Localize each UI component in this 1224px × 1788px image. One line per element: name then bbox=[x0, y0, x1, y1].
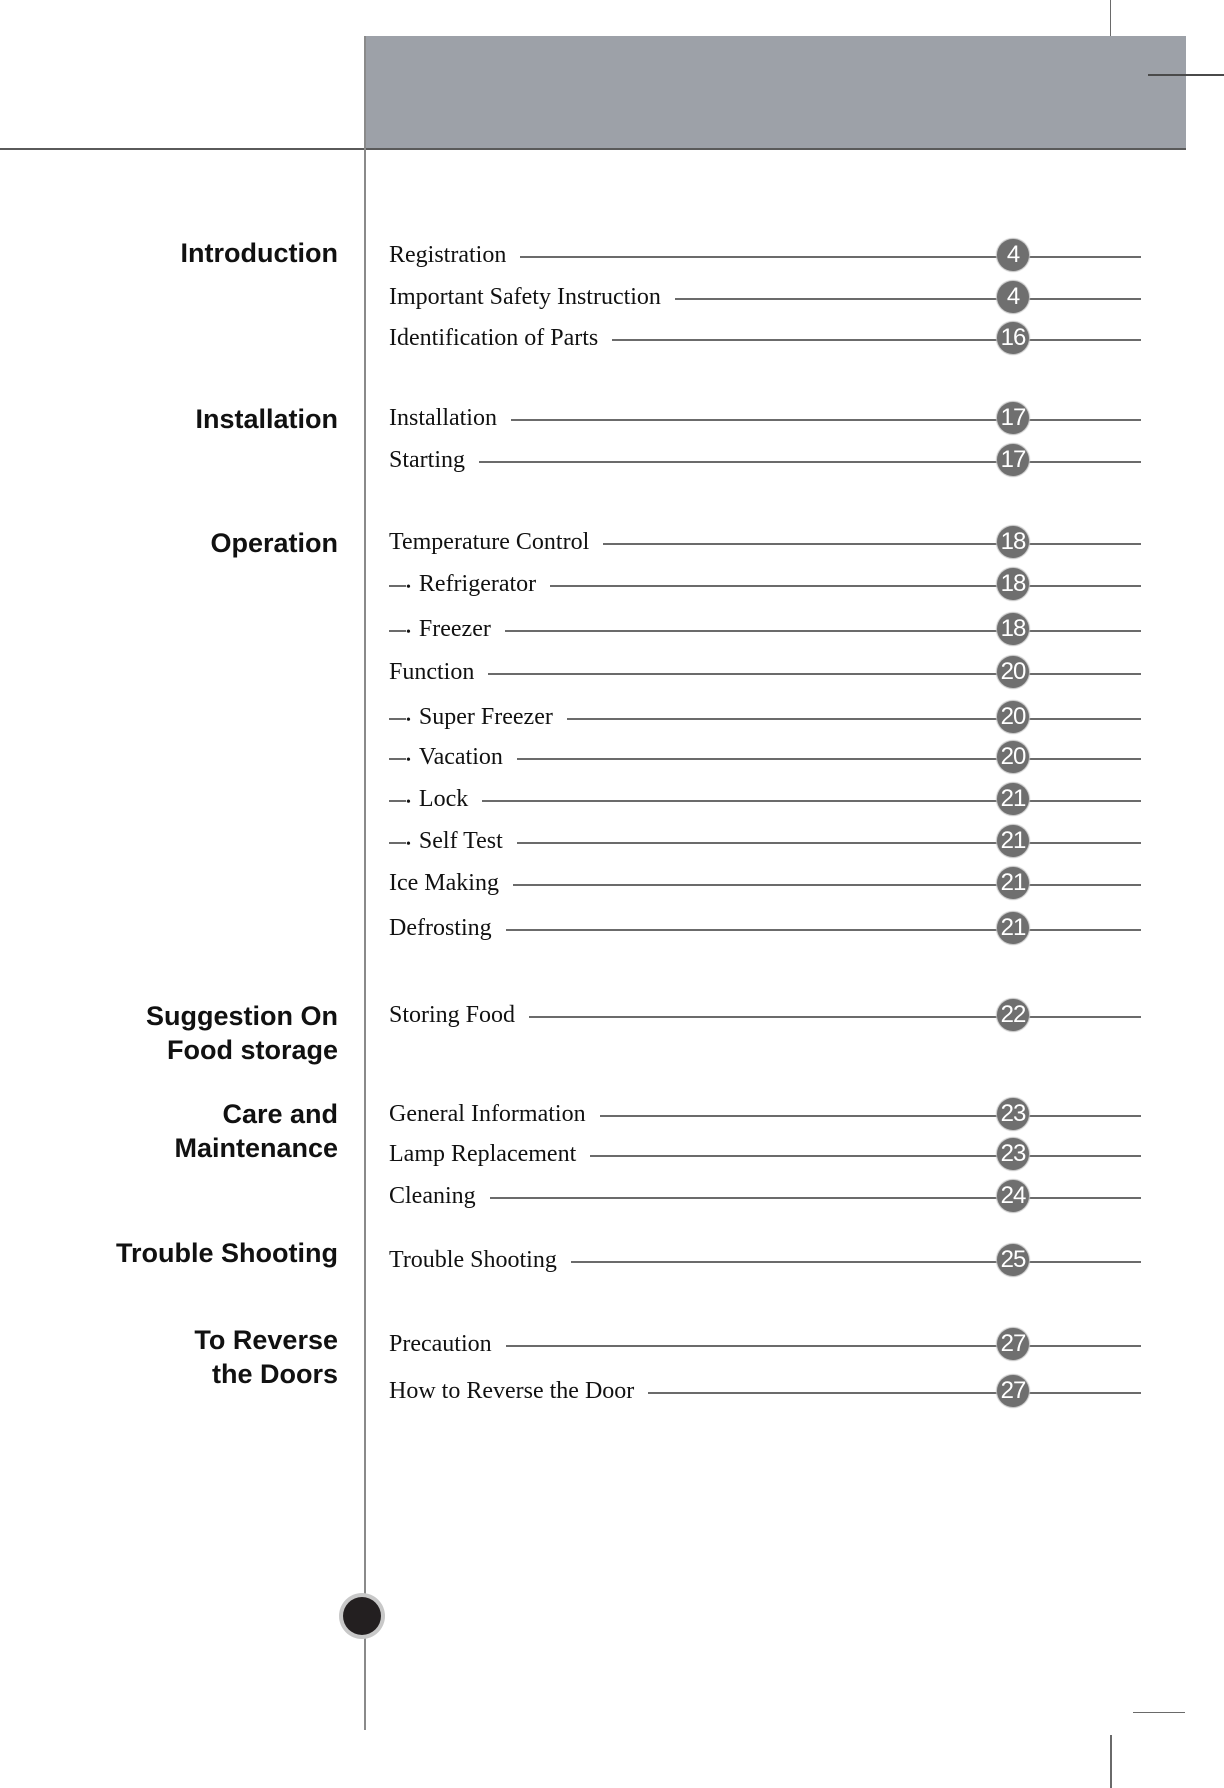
entry-label: Defrosting bbox=[389, 911, 506, 945]
entry-label: General Information bbox=[389, 1097, 600, 1131]
entry-label: Trouble Shooting bbox=[389, 1243, 571, 1277]
page-badge: 20 bbox=[997, 741, 1029, 773]
bullet-icon: • bbox=[406, 713, 411, 728]
page-badge: 18 bbox=[997, 568, 1029, 600]
toc-entry-freezer[interactable] bbox=[389, 612, 1141, 646]
section-title-care-maintenance: Care and Maintenance bbox=[174, 1099, 338, 1163]
crop-mark-top-right bbox=[1148, 74, 1224, 76]
toc-entry-temperature-control[interactable] bbox=[389, 525, 1141, 559]
page-badge: 20 bbox=[997, 701, 1029, 733]
toc-entry-cleaning[interactable] bbox=[389, 1179, 1141, 1213]
bullet-icon: • bbox=[406, 580, 411, 595]
crop-mark-bottom bbox=[1110, 1735, 1112, 1788]
page-badge: 25 bbox=[997, 1244, 1029, 1276]
entry-label: • Freezer bbox=[406, 612, 505, 650]
entry-label: Ice Making bbox=[389, 866, 513, 900]
header-band bbox=[365, 36, 1186, 148]
toc-entry-vacation[interactable] bbox=[389, 740, 1141, 774]
page-badge: 17 bbox=[997, 444, 1029, 476]
page-badge: 21 bbox=[997, 825, 1029, 857]
toc-entry-general-information[interactable] bbox=[389, 1097, 1141, 1131]
toc-entry-identification[interactable] bbox=[389, 321, 1141, 355]
page-badge: 23 bbox=[997, 1098, 1029, 1130]
page-badge: 4 bbox=[997, 281, 1029, 313]
entry-label: Lamp Replacement bbox=[389, 1137, 590, 1171]
bullet-icon: • bbox=[406, 795, 411, 810]
toc-entry-defrosting[interactable] bbox=[389, 911, 1141, 945]
entry-label: • Refrigerator bbox=[406, 567, 550, 605]
section-title-reverse-doors: To Reverse the Doors bbox=[194, 1325, 338, 1389]
entry-label: Starting bbox=[389, 443, 479, 477]
section-title-operation: Operation bbox=[210, 528, 338, 558]
toc-entry-starting[interactable] bbox=[389, 443, 1141, 477]
page-badge: 27 bbox=[997, 1375, 1029, 1407]
crop-mark-top bbox=[1110, 0, 1111, 36]
toc-entry-lock[interactable] bbox=[389, 782, 1141, 816]
page-badge: 21 bbox=[997, 867, 1029, 899]
toc-entry-lamp-replacement[interactable] bbox=[389, 1137, 1141, 1171]
toc-entry-trouble-shooting[interactable] bbox=[389, 1243, 1141, 1277]
toc-entry-installation[interactable] bbox=[389, 401, 1141, 435]
entry-label: Cleaning bbox=[389, 1179, 490, 1213]
page-marker-dot-icon bbox=[343, 1597, 381, 1635]
entry-label: • Lock bbox=[406, 782, 482, 820]
entry-label: Precaution bbox=[389, 1327, 506, 1361]
page-badge: 17 bbox=[997, 402, 1029, 434]
page-badge: 18 bbox=[997, 613, 1029, 645]
entry-label: Identification of Parts bbox=[389, 321, 612, 355]
page-badge: 23 bbox=[997, 1138, 1029, 1170]
section-title-food-storage: Suggestion On Food storage bbox=[146, 1001, 338, 1065]
entry-label: Registration bbox=[389, 238, 520, 272]
page-badge: 22 bbox=[997, 999, 1029, 1031]
bullet-icon: • bbox=[406, 753, 411, 768]
entry-label: • Self Test bbox=[406, 824, 517, 862]
toc-entry-self-test[interactable] bbox=[389, 824, 1141, 858]
entry-label: • Super Freezer bbox=[406, 700, 567, 738]
bullet-icon: • bbox=[406, 837, 411, 852]
page-badge: 24 bbox=[997, 1180, 1029, 1212]
entry-label: Important Safety Instruction bbox=[389, 280, 675, 314]
section-title-trouble-shooting: Trouble Shooting bbox=[116, 1238, 338, 1268]
entry-label: • Vacation bbox=[406, 740, 517, 778]
header-rule bbox=[0, 148, 1186, 150]
vertical-divider bbox=[364, 36, 366, 1730]
entry-label: How to Reverse the Door bbox=[389, 1374, 648, 1408]
toc-entry-storing-food[interactable] bbox=[389, 998, 1141, 1032]
toc-entry-safety[interactable] bbox=[389, 280, 1141, 314]
page-badge: 21 bbox=[997, 783, 1029, 815]
toc-entry-reverse-door[interactable] bbox=[389, 1374, 1141, 1408]
entry-label: Temperature Control bbox=[389, 525, 603, 559]
toc-entry-function[interactable] bbox=[389, 655, 1141, 689]
crop-mark-bottom-right bbox=[1133, 1712, 1185, 1713]
page-badge: 16 bbox=[997, 322, 1029, 354]
entry-label: Storing Food bbox=[389, 998, 529, 1032]
page-badge: 4 bbox=[997, 239, 1029, 271]
section-title-introduction: Introduction bbox=[180, 238, 338, 268]
toc-entry-refrigerator[interactable] bbox=[389, 567, 1141, 601]
toc-entry-registration[interactable] bbox=[389, 238, 1141, 272]
section-title-installation: Installation bbox=[195, 404, 338, 434]
page-badge: 21 bbox=[997, 912, 1029, 944]
page-badge: 27 bbox=[997, 1328, 1029, 1360]
page-badge: 20 bbox=[997, 656, 1029, 688]
entry-label: Installation bbox=[389, 401, 511, 435]
page-badge: 18 bbox=[997, 526, 1029, 558]
bullet-icon: • bbox=[406, 625, 411, 640]
entry-label: Function bbox=[389, 655, 488, 689]
toc-entry-super-freezer[interactable] bbox=[389, 700, 1141, 734]
toc-entry-ice-making[interactable] bbox=[389, 866, 1141, 900]
toc-entry-precaution[interactable] bbox=[389, 1327, 1141, 1361]
